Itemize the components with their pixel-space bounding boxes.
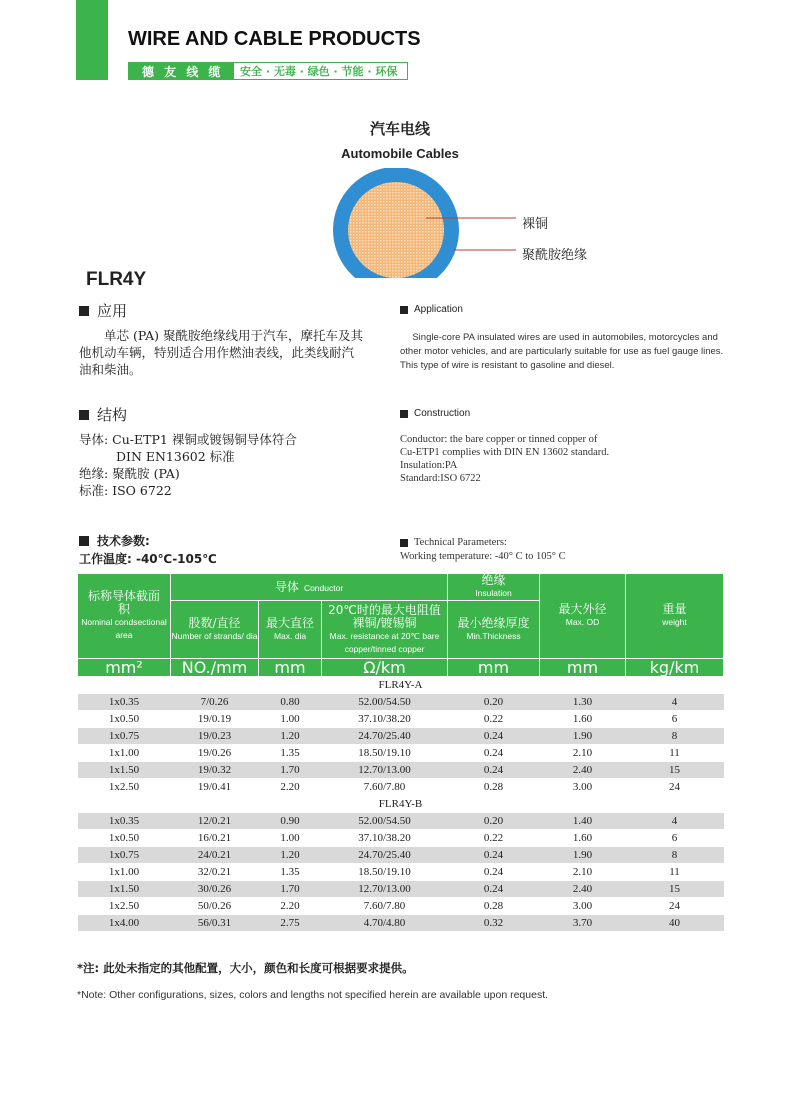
table-cell: 0.90 [259,813,322,830]
table-cell: 1.90 [540,728,626,745]
slogan: 安全 · 无毒 · 绿色 · 节能 · 环保 [234,63,407,79]
table-row [78,813,724,830]
group-row [78,796,724,813]
group-name: FLR4Y-A [78,677,724,694]
table-cell: 0.20 [448,694,540,711]
working-temp-cn: 工作温度: -40℃-105℃ [79,552,217,566]
table-cell: 2.10 [540,745,626,762]
table-cell: 18.50/19.10 [322,745,448,762]
unit-cell: NO./mm [171,659,259,677]
table-cell: 1x0.75 [78,847,171,864]
table-cell: 19/0.23 [171,728,259,745]
group-row [78,677,724,694]
table-cell: 2.40 [540,881,626,898]
group-name: FLR4Y-B [78,796,724,813]
table-row [78,898,724,915]
table-row [78,847,724,864]
table-cell: 2.20 [259,779,322,796]
header-resistance: 20℃时的最大电阻值裸铜/镀锡铜 Max. resistance at 20℃ bare copper/tinned copper [322,601,448,659]
table-row [78,779,724,796]
header-conductor: 导体 Conductor [171,574,448,601]
header-area: 标称导体截面积 Nominal condsectional area [78,574,171,659]
application-text-en: Single-core PA insulated wires are used in automobiles, motorcycles and other motor vehicles, and are particularly suitable for use as fuel gauge lines. This type of wire is resistant to gasoline and diesel. [400,332,724,371]
table-cell: 1x0.50 [78,830,171,847]
unit-cell: mm² [78,659,171,677]
table-cell: 1x0.50 [78,711,171,728]
application-heading-cn: 应用 [79,300,127,321]
header-green-bar [76,0,108,80]
bullet-square-icon [400,410,408,418]
table-cell: 24 [626,898,724,915]
table-cell: 15 [626,762,724,779]
unit-cell: mm [448,659,540,677]
note-cn: *注: 此处未指定的其他配置，大小，颜色和长度可根据要求提供。 [77,961,414,975]
table-cell: 1x1.00 [78,864,171,881]
construction-text-cn: 导体: Cu-ETP1 裸铜或镀锡铜导体符合 DIN EN13602 标准 绝缘: 聚酰胺 (PA) 标准: ISO 6722 [79,432,297,498]
unit-cell: Ω/km [322,659,448,677]
table-cell: 7.60/7.80 [322,898,448,915]
units-row [78,659,724,677]
working-temp-en: Working temperature: -40° C to 105° C [400,551,566,562]
table-cell: 24/0.21 [171,847,259,864]
table-cell: 0.24 [448,762,540,779]
table-cell: 30/0.26 [171,881,259,898]
table-row [78,864,724,881]
construction-text-en: Conductor: the bare copper or tinned copper of Cu-ETP1 complies with DIN EN 13602 standard. Insulation:PA Standard:ISO 6722 [400,434,610,484]
header-od: 最大外径 Max. OD [540,574,626,659]
table-cell: 1.60 [540,830,626,847]
table-cell: 1.00 [259,830,322,847]
table-row [78,915,724,932]
construction-heading-en: Construction [400,408,470,419]
table-cell: 1.40 [540,813,626,830]
table-cell: 2.20 [259,898,322,915]
table-cell: 0.24 [448,728,540,745]
table-cell: 1.70 [259,762,322,779]
table-cell: 3.00 [540,898,626,915]
table-cell: 1x1.50 [78,881,171,898]
table-cell: 4 [626,813,724,830]
table-cell: 1.35 [259,864,322,881]
table-cell: 0.24 [448,847,540,864]
table-cell: 6 [626,830,724,847]
table-row [78,830,724,847]
table-row [78,881,724,898]
table-cell: 0.20 [448,813,540,830]
header-title: WIRE AND CABLE PRODUCTS [128,28,421,50]
table-cell: 52.00/54.50 [322,813,448,830]
table-cell: 1x2.50 [78,898,171,915]
bullet-square-icon [79,536,89,546]
table-cell: 12.70/13.00 [322,881,448,898]
spec-table [77,573,724,932]
table-row [78,762,724,779]
table-cell: 40 [626,915,724,932]
table-cell: 12.70/13.00 [322,762,448,779]
model-name: FLR4Y [86,269,147,290]
header-strands: 股数/直径 Number of strands/ dia [171,601,259,659]
table-cell: 8 [626,728,724,745]
table-cell: 1x1.00 [78,745,171,762]
table-row [78,694,724,711]
table-cell: 1x4.00 [78,915,171,932]
unit-cell: mm [259,659,322,677]
label-conductor: 裸铜 [522,217,549,232]
table-cell: 0.80 [259,694,322,711]
table-cell: 50/0.26 [171,898,259,915]
table-cell: 37.10/38.20 [322,830,448,847]
table-cell: 18.50/19.10 [322,864,448,881]
table-cell: 1.70 [259,881,322,898]
brand-name: 德 友 线 缆 [142,64,224,79]
header-maxdia: 最大直径 Max. dia [259,601,322,659]
table-cell: 24 [626,779,724,796]
table-cell: 37.10/38.20 [322,711,448,728]
table-cell: 8 [626,847,724,864]
table-cell: 4 [626,694,724,711]
table-cell: 0.24 [448,881,540,898]
table-cell: 16/0.21 [171,830,259,847]
header-insulation: 绝缘 Insulation [448,574,540,601]
table-cell: 32/0.21 [171,864,259,881]
bullet-square-icon [79,410,89,420]
table-cell: 56/0.31 [171,915,259,932]
table-cell: 24.70/25.40 [322,728,448,745]
table-cell: 0.22 [448,711,540,728]
table-cell: 0.24 [448,745,540,762]
table-cell: 1x0.75 [78,728,171,745]
table-cell: 15 [626,881,724,898]
table-cell: 3.70 [540,915,626,932]
table-cell: 1.00 [259,711,322,728]
technical-heading-cn: 技术参数: [79,532,150,549]
table-cell: 19/0.19 [171,711,259,728]
table-cell: 1.30 [540,694,626,711]
table-cell: 1x2.50 [78,779,171,796]
table-cell: 0.22 [448,830,540,847]
table-cell: 19/0.32 [171,762,259,779]
note-en: *Note: Other configurations, sizes, colors and lengths not specified herein are available upon request. [77,989,549,1001]
table-cell: 0.24 [448,864,540,881]
table-cell: 0.28 [448,779,540,796]
bullet-square-icon [400,539,408,547]
table-cell: 1.90 [540,847,626,864]
table-cell: 7/0.26 [171,694,259,711]
table-body [78,677,724,932]
table-cell: 2.75 [259,915,322,932]
product-title-cn: 汽车电线 [369,120,430,138]
header-weight: 重量 weight [626,574,724,659]
table-cell: 11 [626,745,724,762]
label-insulation: 聚酰胺绝缘 [522,248,588,263]
table-cell: 24.70/25.40 [322,847,448,864]
table-cell: 1.35 [259,745,322,762]
technical-heading-en: Technical Parameters: [400,536,507,549]
table-cell: 1x0.35 [78,694,171,711]
unit-cell: kg/km [626,659,724,677]
table-cell: 6 [626,711,724,728]
table-cell: 0.32 [448,915,540,932]
table-cell: 11 [626,864,724,881]
table-row [78,711,724,728]
table-cell: 1.20 [259,847,322,864]
table-cell: 19/0.26 [171,745,259,762]
table-cell: 0.28 [448,898,540,915]
table-cell: 52.00/54.50 [322,694,448,711]
bullet-square-icon [400,306,408,314]
table-cell: 1x1.50 [78,762,171,779]
header-subbar [128,62,408,80]
application-heading-en: Application [400,304,463,315]
table-cell: 19/0.41 [171,779,259,796]
header-thickness: 最小绝缘厚度 Min.Thickness [448,601,540,659]
table-cell: 7.60/7.80 [322,779,448,796]
table-cell: 12/0.21 [171,813,259,830]
table-cell: 1.20 [259,728,322,745]
copper-conductor [348,182,444,278]
product-title-en: Automobile Cables [341,146,459,161]
application-text-cn: 单芯 (PA) 聚酰胺绝缘线用于汽车，摩托车及其他机动车辆，特别适合用作燃油表线，此类线耐汽油和柴油。 [79,328,363,377]
table-row [78,745,724,762]
table-cell: 2.40 [540,762,626,779]
construction-heading-cn: 结构 [79,404,127,425]
table-row [78,728,724,745]
unit-cell: mm [540,659,626,677]
table-cell: 4.70/4.80 [322,915,448,932]
bullet-square-icon [79,306,89,316]
table-cell: 1x0.35 [78,813,171,830]
table-cell: 3.00 [540,779,626,796]
table-cell: 2.10 [540,864,626,881]
table-cell: 1.60 [540,711,626,728]
